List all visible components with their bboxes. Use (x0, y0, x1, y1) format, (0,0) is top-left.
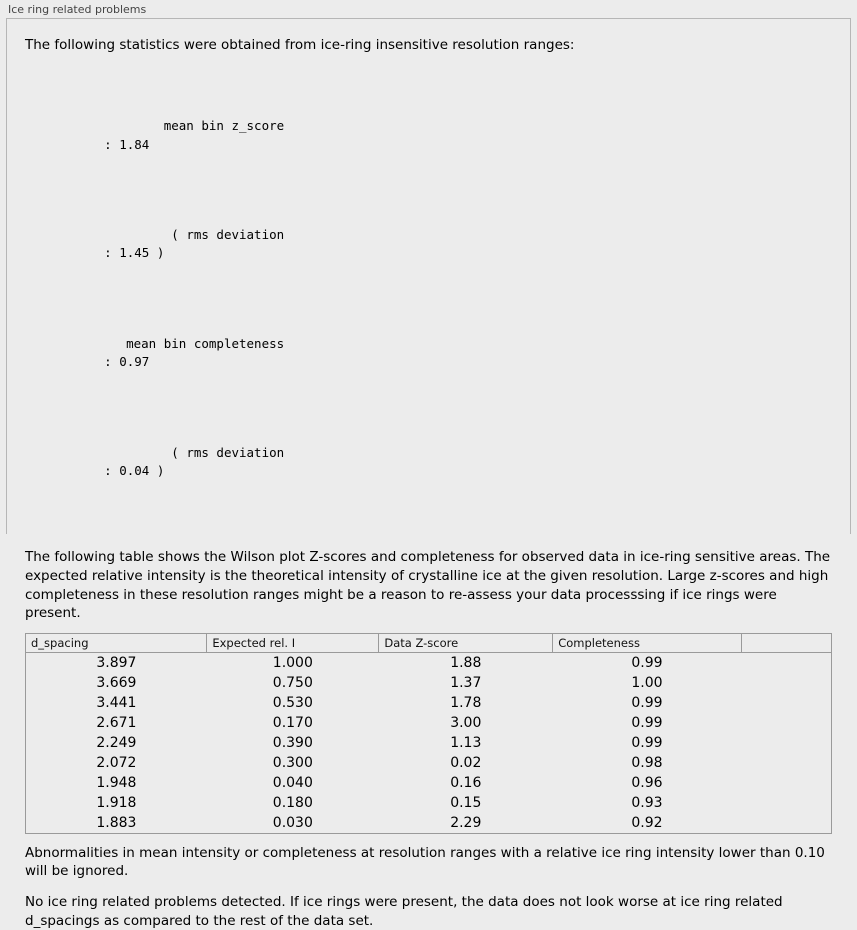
cell-spacer (741, 773, 831, 793)
footnote-ignored-abnormalities: Abnormalities in mean intensity or completeness at resolution ranges with a relative ice ring intensity lower than 0.10 will be ignored. (25, 844, 825, 880)
cell-data-z-score: 1.78 (450, 694, 482, 711)
table-row (26, 693, 831, 713)
table-row (26, 673, 831, 693)
stat-label: ( rms deviation (171, 444, 285, 460)
cell-completeness: 0.99 (631, 734, 663, 751)
cell-data-z-score: 1.37 (450, 674, 482, 691)
intro-text: The following statistics were obtained from ice-ring insensitive resolution ranges: (25, 37, 575, 53)
footnote-conclusion: No ice ring related problems detected. If ice rings were present, the data does not look worse at ice ring related d_spacings as compared to the rest of the data set. (25, 894, 783, 929)
cell-completeness: 0.96 (631, 774, 663, 791)
cell-data-z-score: 0.02 (450, 754, 482, 771)
cell-data-z-score: 0.15 (450, 794, 482, 811)
table-row (26, 652, 831, 673)
cell-completeness: 0.99 (631, 654, 663, 671)
stat-label: mean bin z_score (163, 118, 285, 134)
statistics-block (59, 63, 832, 534)
cell-spacer (741, 713, 831, 733)
ice-ring-report-panel (6, 18, 851, 929)
cell-data-z-score: 2.29 (450, 814, 482, 831)
cell-completeness: 1.00 (631, 674, 663, 691)
cell-d-spacing: 2.249 (96, 734, 137, 751)
stat-value: : 0.97 (104, 354, 150, 369)
stat-row (59, 208, 832, 281)
stat-value: : 0.04 ) (104, 462, 165, 478)
cell-spacer (741, 673, 831, 693)
stat-row (59, 99, 832, 172)
cell-completeness: 0.92 (631, 814, 663, 831)
table-row (26, 753, 831, 773)
cell-spacer (741, 813, 831, 833)
cell-expected-rel-i: 0.530 (272, 694, 313, 711)
cell-expected-rel-i: 1.000 (272, 654, 313, 671)
cell-spacer (741, 793, 831, 813)
table-body (26, 652, 831, 833)
stat-label: mean bin completeness (126, 335, 285, 351)
cell-data-z-score: 3.00 (450, 714, 482, 731)
table-row (26, 713, 831, 733)
column-header-completeness: Completeness (553, 634, 742, 653)
cell-expected-rel-i: 0.170 (272, 714, 313, 731)
ice-ring-table (25, 633, 832, 834)
cell-completeness: 0.99 (631, 694, 663, 711)
cell-d-spacing: 1.883 (96, 814, 137, 831)
cell-d-spacing: 1.918 (96, 794, 137, 811)
cell-expected-rel-i: 0.040 (272, 774, 313, 791)
column-header-data-z-score: Data Z-score (379, 634, 553, 653)
cell-completeness: 0.98 (631, 754, 663, 771)
cell-d-spacing: 1.948 (96, 774, 137, 791)
table-row (26, 813, 831, 833)
stat-value: : 1.45 ) (104, 245, 165, 261)
cell-d-spacing: 2.072 (96, 754, 137, 771)
stat-label: ( rms deviation (171, 227, 285, 243)
column-header-spacer (741, 634, 831, 653)
table-header-row (26, 634, 831, 653)
cell-d-spacing: 3.441 (96, 694, 137, 711)
table-row (26, 793, 831, 813)
cell-spacer (741, 753, 831, 773)
cell-expected-rel-i: 0.030 (272, 814, 313, 831)
cell-d-spacing: 2.671 (96, 714, 137, 731)
cell-spacer (741, 693, 831, 713)
table-row (26, 733, 831, 753)
column-header-d-spacing: d_spacing (26, 634, 207, 653)
stat-row (59, 426, 832, 499)
cell-expected-rel-i: 0.300 (272, 754, 313, 771)
column-header-expected-rel-i: Expected rel. I (207, 634, 379, 653)
cell-spacer (741, 733, 831, 753)
cell-data-z-score: 1.88 (450, 654, 482, 671)
cell-expected-rel-i: 0.750 (272, 674, 313, 691)
cell-spacer (741, 652, 831, 673)
stat-row (59, 317, 832, 390)
description-text: The following table shows the Wilson plot Z-scores and completeness for observed data in ice-ring sensitive areas. The expected relative intensity is the theoretical intensity of crystalline ice at the given resolution. Large z-scores and high completeness in these resolution ranges might be a reason to re-assess your data processsing if ice rings were present. (25, 549, 831, 622)
cell-expected-rel-i: 0.180 (272, 794, 313, 811)
cell-data-z-score: 1.13 (450, 734, 482, 751)
cell-d-spacing: 3.669 (96, 674, 137, 691)
cell-data-z-score: 0.16 (450, 774, 482, 791)
cell-completeness: 0.99 (631, 714, 663, 731)
table-row (26, 773, 831, 793)
cell-completeness: 0.93 (631, 794, 663, 811)
cell-d-spacing: 3.897 (96, 654, 137, 671)
cell-expected-rel-i: 0.390 (272, 734, 313, 751)
panel-title: Ice ring related problems (0, 0, 857, 18)
stat-value: : 1.84 (104, 136, 150, 152)
